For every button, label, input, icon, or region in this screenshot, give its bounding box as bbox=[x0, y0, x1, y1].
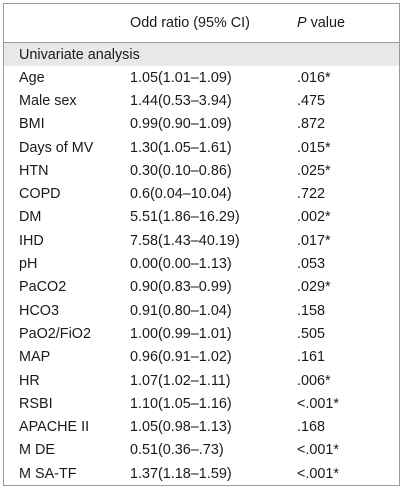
cell-variable: PaO2/FiO2 bbox=[19, 325, 91, 342]
cell-odds-ratio: 0.91(0.80–1.04) bbox=[130, 302, 232, 319]
table-row bbox=[4, 369, 399, 392]
cell-odds-ratio: 0.90(0.83–0.99) bbox=[130, 279, 232, 296]
table-row bbox=[4, 182, 399, 205]
cell-odds-ratio: 1.00(0.99–1.01) bbox=[130, 325, 232, 342]
cell-p-value: .025* bbox=[297, 162, 331, 179]
cell-p-value: .168 bbox=[297, 419, 326, 436]
table-row bbox=[4, 66, 399, 89]
header-variable bbox=[4, 4, 130, 43]
table-row bbox=[4, 89, 399, 112]
cell-p-value: <.001* bbox=[297, 395, 340, 412]
cell-variable: Male sex bbox=[19, 92, 77, 109]
table-row bbox=[4, 276, 399, 299]
cell-variable: HR bbox=[19, 372, 40, 389]
table-row bbox=[4, 392, 399, 415]
cell-p-value: .029* bbox=[297, 279, 331, 296]
univariate-table bbox=[3, 3, 400, 486]
cell-p-value: .016* bbox=[297, 69, 331, 86]
cell-p-value: .053 bbox=[297, 256, 326, 273]
cell-odds-ratio: 1.37(1.18–1.59) bbox=[130, 465, 232, 482]
header-odds-ratio: Odd ratio (95% CI) bbox=[130, 4, 297, 43]
table-row bbox=[4, 322, 399, 345]
cell-odds-ratio: 5.51(1.86–16.29) bbox=[130, 209, 240, 226]
cell-odds-ratio: 1.30(1.05–1.61) bbox=[130, 139, 232, 156]
cell-p-value: .722 bbox=[297, 186, 326, 203]
cell-p-value: <.001* bbox=[297, 465, 340, 482]
cell-p-value: .015* bbox=[297, 139, 331, 156]
cell-odds-ratio: 0.6(0.04–10.04) bbox=[130, 186, 232, 203]
cell-variable: M SA-TF bbox=[19, 465, 77, 482]
cell-p-value: <.001* bbox=[297, 442, 340, 459]
odds-ratio-table bbox=[4, 4, 399, 485]
cell-variable: COPD bbox=[19, 186, 61, 203]
table-row bbox=[4, 229, 399, 252]
section-row bbox=[4, 43, 399, 67]
cell-variable: IHD bbox=[19, 232, 44, 249]
cell-p-value: .158 bbox=[297, 302, 326, 319]
table-body bbox=[4, 43, 399, 486]
cell-odds-ratio: 1.07(1.02–1.11) bbox=[130, 372, 231, 389]
table-row bbox=[4, 113, 399, 136]
header-p-value bbox=[297, 4, 399, 43]
cell-p-value: .006* bbox=[297, 372, 331, 389]
cell-p-value: .161 bbox=[297, 349, 326, 366]
cell-odds-ratio: 7.58(1.43–40.19) bbox=[130, 232, 240, 249]
cell-odds-ratio: 0.51(0.36–.73) bbox=[130, 442, 224, 459]
table-row bbox=[4, 439, 399, 462]
table-row bbox=[4, 136, 399, 159]
table-row bbox=[4, 206, 399, 229]
cell-p-value: .017* bbox=[297, 232, 331, 249]
cell-odds-ratio: 0.96(0.91–1.02) bbox=[130, 349, 232, 366]
cell-variable: DM bbox=[19, 209, 42, 226]
cell-p-value: .872 bbox=[297, 116, 326, 133]
cell-odds-ratio: 0.00(0.00–1.13) bbox=[130, 256, 232, 273]
cell-odds-ratio: 0.99(0.90–1.09) bbox=[130, 116, 232, 133]
cell-variable: APACHE II bbox=[19, 419, 90, 436]
cell-variable: Days of MV bbox=[19, 139, 94, 156]
header-p-rest: value bbox=[306, 15, 346, 31]
cell-odds-ratio: 1.05(0.98–1.13) bbox=[130, 419, 232, 436]
cell-odds-ratio: 1.44(0.53–3.94) bbox=[130, 92, 232, 109]
cell-variable: HTN bbox=[19, 162, 49, 179]
cell-odds-ratio: 0.30(0.10–0.86) bbox=[130, 162, 232, 179]
section-label: Univariate analysis bbox=[4, 43, 399, 67]
table-row bbox=[4, 159, 399, 182]
cell-odds-ratio: 1.05(1.01–1.09) bbox=[130, 69, 232, 86]
header-row bbox=[4, 4, 399, 43]
table-row bbox=[4, 252, 399, 275]
table-row bbox=[4, 415, 399, 438]
cell-variable: MAP bbox=[19, 349, 51, 366]
cell-variable: PaCO2 bbox=[19, 279, 67, 296]
cell-odds-ratio: 1.10(1.05–1.16) bbox=[130, 395, 232, 412]
cell-variable: M DE bbox=[19, 442, 55, 459]
cell-variable: RSBI bbox=[19, 395, 53, 412]
header-p-italic: P bbox=[297, 15, 307, 31]
table-row bbox=[4, 299, 399, 322]
cell-variable: BMI bbox=[19, 116, 45, 133]
cell-variable: HCO3 bbox=[19, 302, 59, 319]
cell-p-value: .002* bbox=[297, 209, 331, 226]
cell-variable: pH bbox=[19, 256, 38, 273]
table-row bbox=[4, 346, 399, 369]
table-row bbox=[4, 462, 399, 485]
table-header bbox=[4, 4, 399, 43]
cell-p-value: .505 bbox=[297, 325, 326, 342]
cell-variable: Age bbox=[19, 69, 45, 86]
cell-p-value: .475 bbox=[297, 92, 326, 109]
